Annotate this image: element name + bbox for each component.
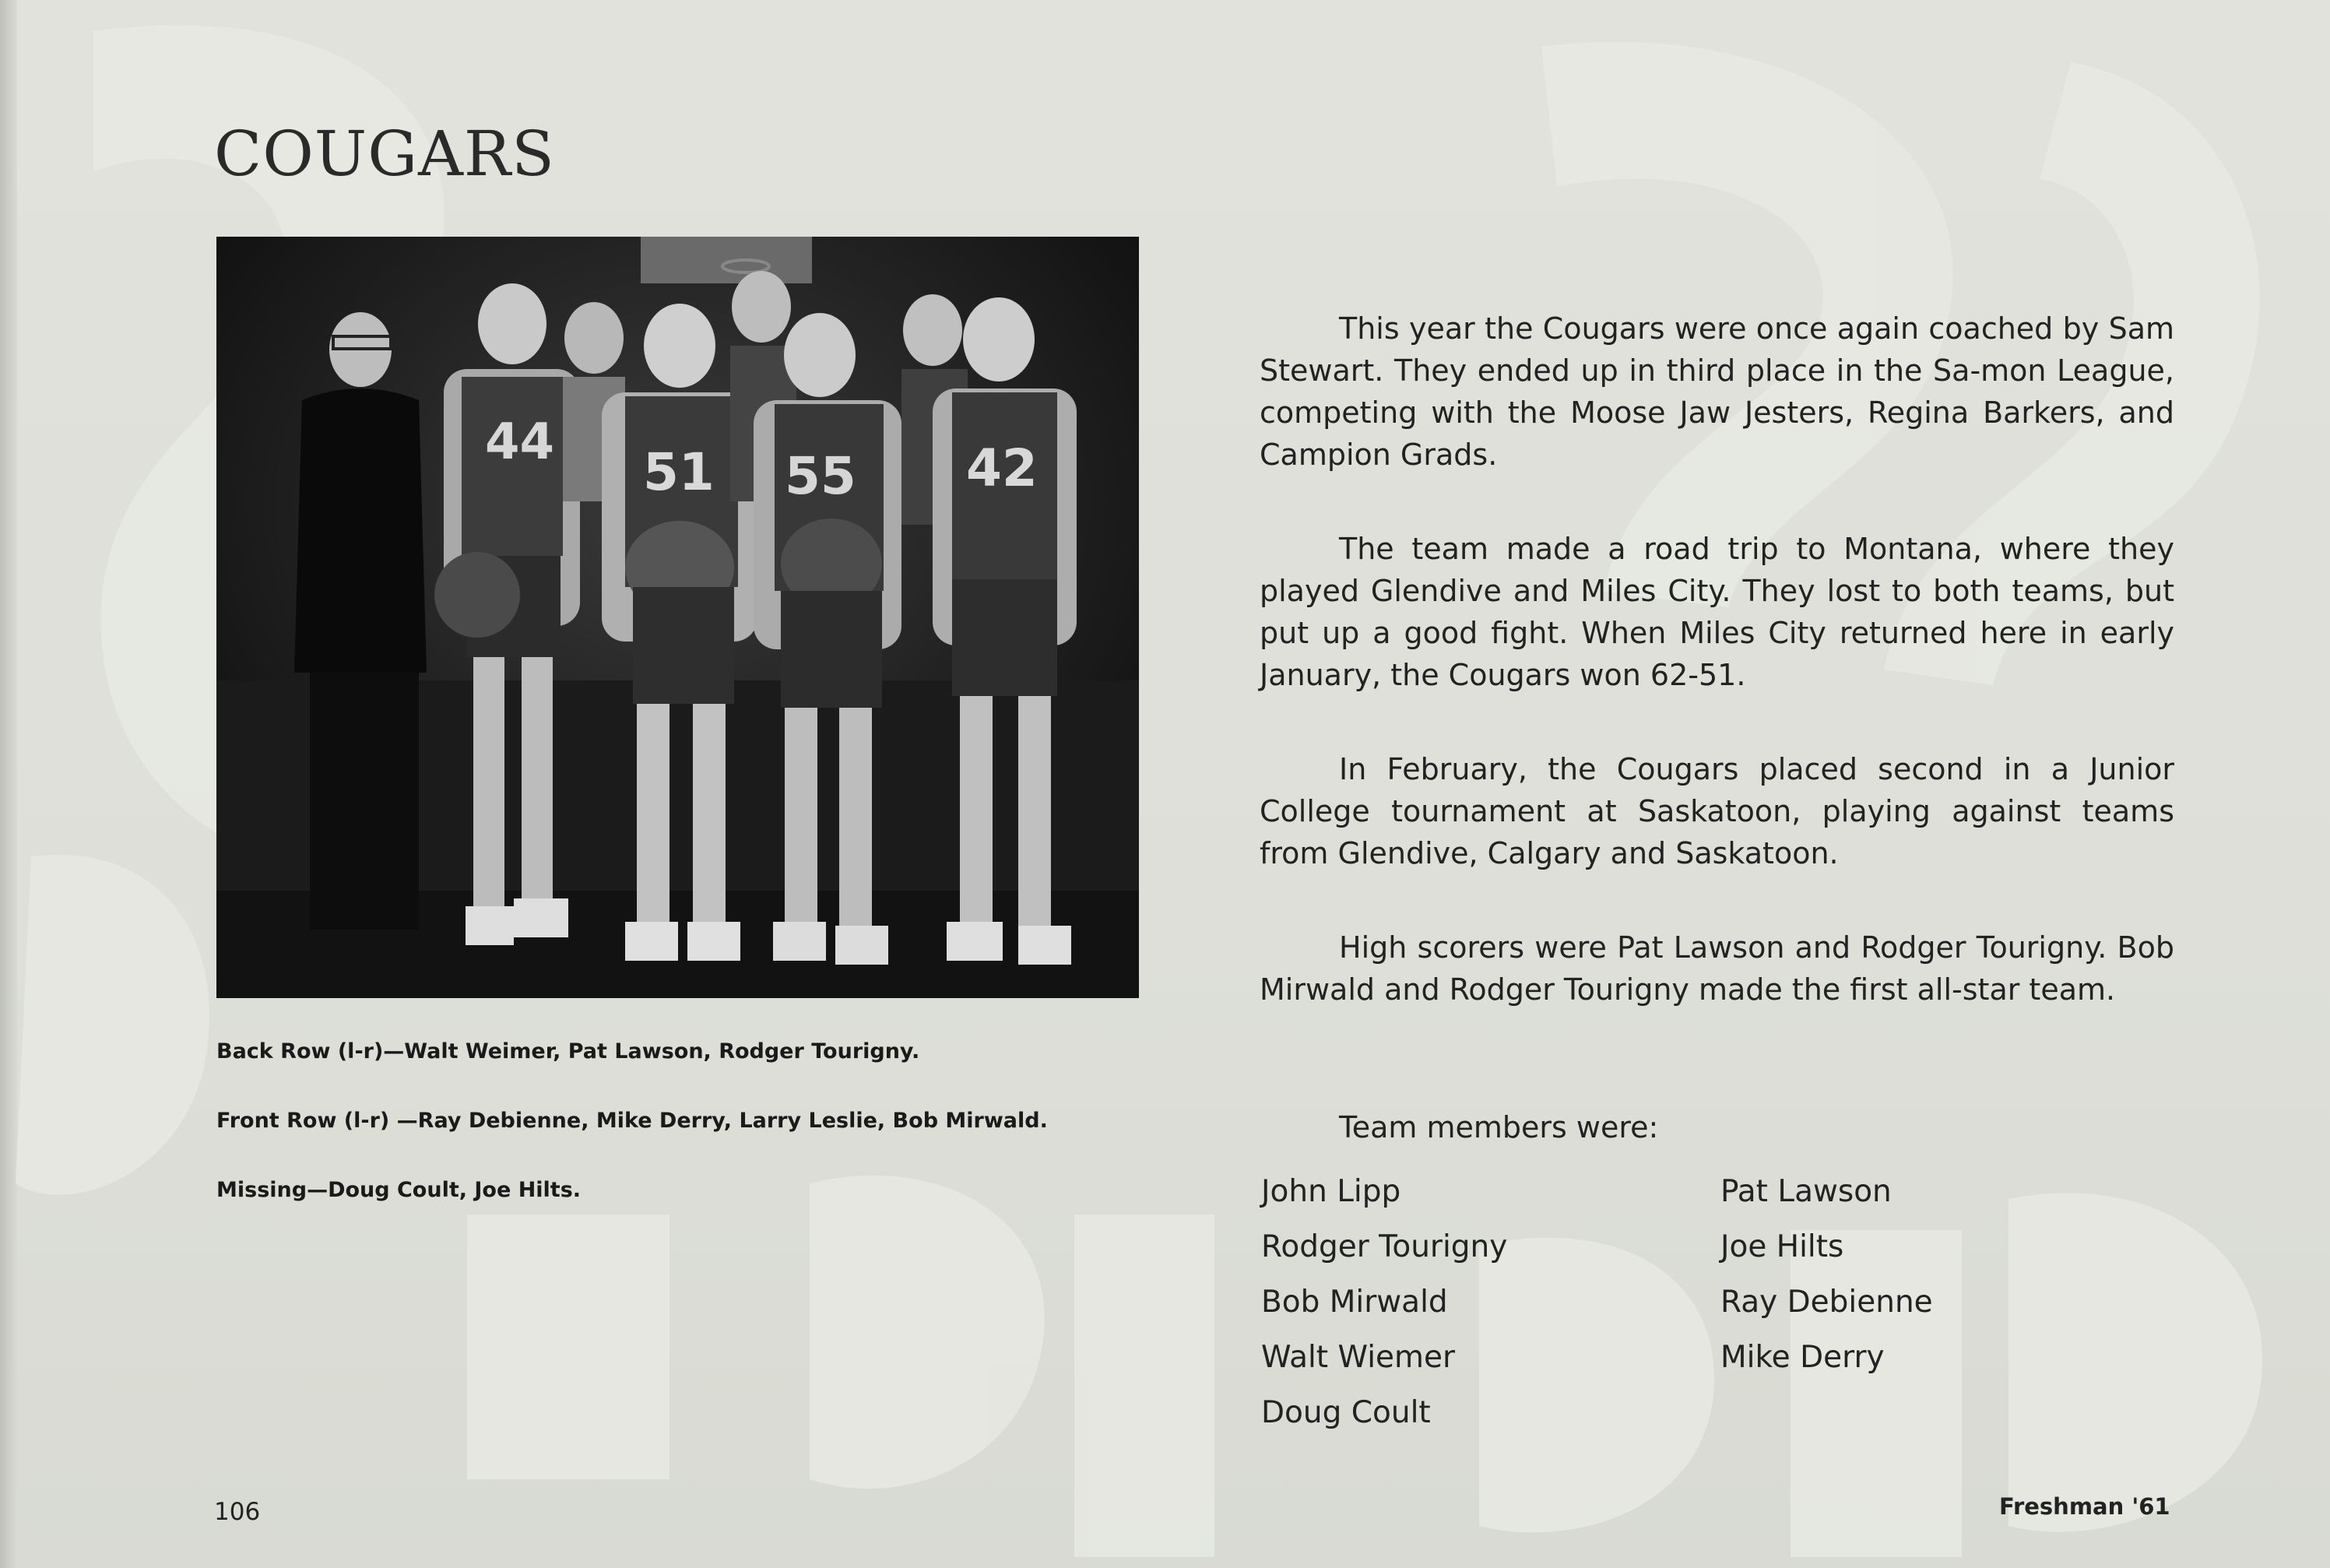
caption-missing: Missing—Doug Coult, Joe Hilts. <box>216 1178 582 1202</box>
page-title: COUGARS <box>214 118 555 190</box>
backboard <box>641 237 812 283</box>
team-member: Rodger Tourigny <box>1261 1229 1508 1264</box>
coach-figure <box>294 312 427 930</box>
team-member: Joe Hilts <box>1720 1229 1844 1264</box>
jersey-number-42: 42 <box>966 438 1038 498</box>
article-body <box>1260 308 2174 1063</box>
running-footer: Freshman '61 <box>1999 1493 2170 1520</box>
caption-front-row: Front Row (l-r) —Ray Debienne, Mike Derry, Larry Leslie, Bob Mirwald. <box>216 1109 1048 1133</box>
jersey-number-44: 44 <box>485 413 555 471</box>
article-paragraph: In February, the Cougars placed second in a Junior College tournament at Saskatoon, playing against teams from Glendive, Calgary and Saskatoon. <box>1260 752 2174 870</box>
article-paragraph: The team made a road trip to Montana, where they played Glendive and Miles City. They lost to both teams, but put up a good fight. When Miles City returned here in early January, the Cougars won 62-51. <box>1260 532 2174 692</box>
team-member: Bob Mirwald <box>1261 1285 1448 1320</box>
members-heading: Team members were: <box>1339 1110 1659 1144</box>
team-photo-image <box>216 237 1139 998</box>
article-paragraph: High scorers were Pat Lawson and Rodger Tourigny. Bob Mirwald and Rodger Tourigny made the first all-star team. <box>1260 930 2174 1007</box>
team-members-list <box>1261 1174 2117 1450</box>
photo-captions <box>216 1039 1190 1247</box>
jersey-number-55: 55 <box>785 446 856 506</box>
team-member: Walt Wiemer <box>1261 1340 1456 1375</box>
team-member: John Lipp <box>1261 1174 1401 1209</box>
team-member: Mike Derry <box>1720 1340 1885 1375</box>
page-number: 106 <box>214 1498 261 1526</box>
team-member: Doug Coult <box>1261 1395 1431 1430</box>
article-paragraph: This year the Cougars were once again coached by Sam Stewart. They ended up in third place in the Sa-mon League, competing with the Moose Jaw Jesters, Regina Barkers, and Campion Grads. <box>1260 311 2174 472</box>
jersey-number-51: 51 <box>643 442 715 502</box>
caption-back-row: Back Row (l-r)—Walt Weimer, Pat Lawson, Rodger Tourigny. <box>216 1039 920 1063</box>
team-member: Ray Debienne <box>1720 1285 1933 1320</box>
team-photo <box>216 237 1139 998</box>
team-member: Pat Lawson <box>1720 1174 1892 1209</box>
